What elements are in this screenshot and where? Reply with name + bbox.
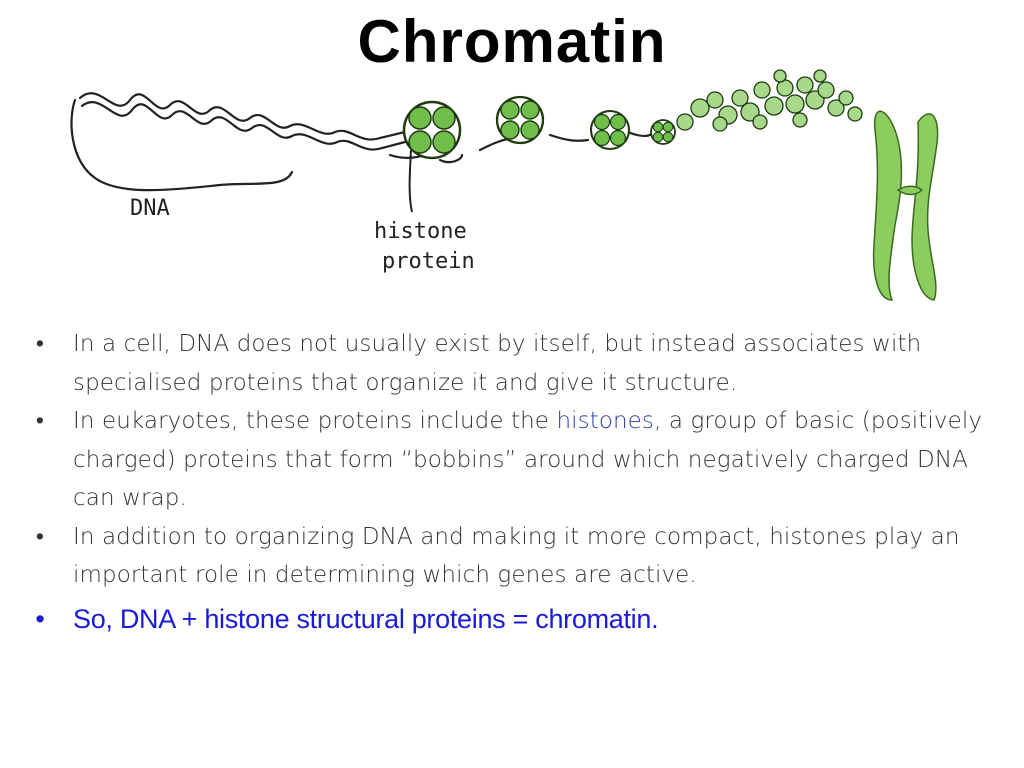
chromosome (874, 111, 938, 300)
bullet-item-2 (30, 402, 1005, 518)
condensed-chromatin-coil (677, 70, 862, 131)
dna-strand (72, 93, 652, 190)
bullet-marker: • (35, 523, 45, 550)
histone-pointer-line (410, 150, 412, 212)
chromatin-diagram (60, 60, 960, 310)
chromatin-illustration (60, 60, 960, 310)
bullet-text: In a cell, DNA does not usually exist by itself, but instead associates with specialised proteins that organize it and give it structure. (73, 331, 922, 396)
slide-title: Chromatin (357, 8, 667, 75)
bullet-text-before: In eukaryotes, these proteins include the (73, 408, 557, 434)
bullet-item-summary (30, 599, 1005, 639)
bullet-text: In addition to organizing DNA and making it more compact, histones play an important role in determining which genes are active. (73, 523, 960, 588)
histone-label-line1: histone (374, 219, 467, 244)
bullet-marker: • (35, 408, 45, 434)
bullet-text-after: , a group of basic (positively charged) proteins that form “bobbins” around which negatively charged DNA can wrap. (73, 408, 983, 511)
nucleosome-3 (591, 111, 629, 149)
histone-label-line2: protein (382, 249, 475, 274)
nucleosome-1 (404, 102, 460, 158)
histones-term: histones (556, 408, 655, 434)
dna-label: DNA (130, 196, 170, 221)
bullet-marker: • (35, 603, 45, 634)
bullet-item-3 (30, 518, 1005, 595)
nucleosome-4 (651, 120, 675, 144)
bullet-marker: • (35, 331, 45, 357)
nucleosome-2 (497, 97, 543, 143)
summary-text: So, DNA + histone structural proteins = chromatin. (73, 603, 659, 634)
bullet-list (30, 325, 1005, 639)
bullet-item-1 (30, 325, 1005, 402)
